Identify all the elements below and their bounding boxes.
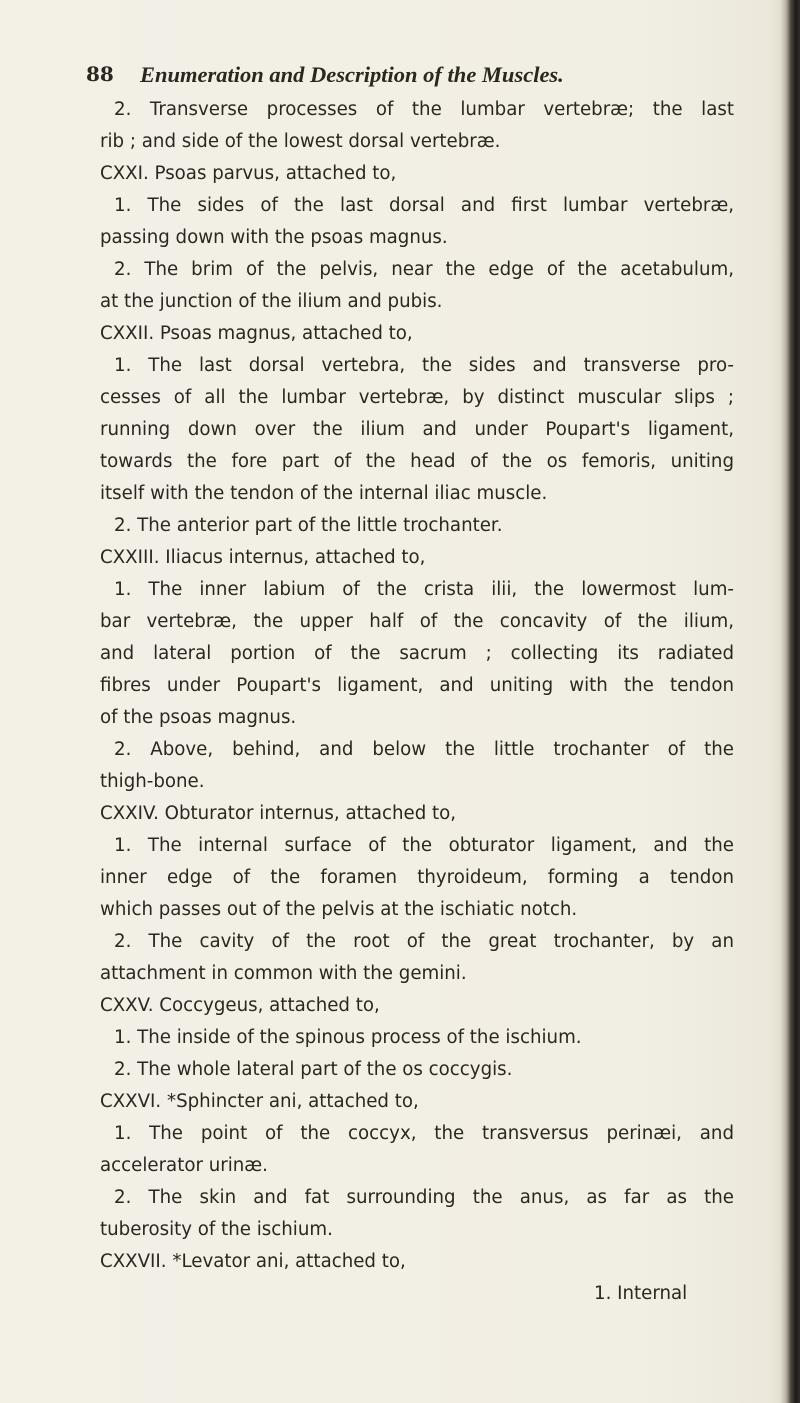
text-line: 2. The cavity of the root of the great trochanter, by an (114, 931, 734, 952)
catchword: 1. Internal (594, 1283, 688, 1304)
text-line: at the junction of the ilium and pubis. (100, 291, 443, 312)
text-line: 2. The whole lateral part of the os coccygis. (114, 1059, 513, 1080)
section-heading: CXXVII. *Levator ani, attached to, (100, 1251, 406, 1272)
text-line: attachment in common with the gemini. (100, 963, 467, 984)
text-line: running down over the ilium and under Poupart's ligament, (100, 419, 734, 440)
section-heading: CXXII. Psoas magnus, attached to, (100, 323, 413, 344)
text-line: 2. Above, behind, and below the little trochanter of the (114, 739, 734, 760)
page-number: 88 (86, 62, 114, 86)
text-line: fibres under Poupart's ligament, and uniting with the tendon (100, 675, 734, 696)
text-line: rib ; and side of the lowest dorsal vertebræ. (100, 131, 501, 152)
text-line: towards the fore part of the head of the os femoris, uniting (100, 451, 734, 472)
text-line: 1. The inside of the spinous process of the ischium. (114, 1027, 582, 1048)
text-line: bar vertebræ, the upper half of the concavity of the ilium, (100, 611, 734, 632)
section-heading: CXXIV. Obturator internus, attached to, (100, 803, 457, 824)
text-line: itself with the tendon of the internal iliac muscle. (100, 483, 548, 504)
section-heading: CXXVI. *Sphincter ani, attached to, (100, 1091, 419, 1112)
text-line: of the psoas magnus. (100, 707, 297, 728)
text-line: which passes out of the pelvis at the ischiatic notch. (100, 899, 578, 920)
text-line: 2. The anterior part of the little trochanter. (114, 515, 503, 536)
text-line: 1. The point of the coccyx, the transversus perinæi, and (114, 1123, 734, 1144)
text-line: accelerator urinæ. (100, 1155, 268, 1176)
text-line: thigh-bone. (100, 771, 205, 792)
section-heading: CXXI. Psoas parvus, attached to, (100, 163, 397, 184)
text-line: 1. The inner labium of the crista ilii, the lowermost lum- (114, 579, 734, 600)
text-line: 2. The skin and fat surrounding the anus, as far as the (114, 1187, 734, 1208)
text-line: and lateral portion of the sacrum ; collecting its radiated (100, 643, 734, 664)
text-line: 1. The last dorsal vertebra, the sides and transverse pro- (114, 355, 734, 376)
text-line: 1. The sides of the last dorsal and first lumbar vertebræ, (114, 195, 734, 216)
text-line: passing down with the psoas magnus. (100, 227, 448, 248)
text-line: inner edge of the foramen thyroideum, forming a tendon (100, 867, 734, 888)
book-spine (786, 0, 800, 1403)
text-line: cesses of all the lumbar vertebræ, by distinct muscular slips ; (100, 387, 734, 408)
text-line: 2. Transverse processes of the lumbar vertebræ; the last (114, 99, 734, 120)
running-title: Enumeration and Description of the Muscles. (140, 62, 564, 87)
section-heading: CXXV. Coccygeus, attached to, (100, 995, 380, 1016)
text-line: tuberosity of the ischium. (100, 1219, 333, 1240)
text-line: 1. The internal surface of the obturator ligament, and the (114, 835, 734, 856)
text-line: 2. The brim of the pelvis, near the edge of the acetabulum, (114, 259, 734, 280)
section-heading: CXXIII. Iliacus internus, attached to, (100, 547, 426, 568)
